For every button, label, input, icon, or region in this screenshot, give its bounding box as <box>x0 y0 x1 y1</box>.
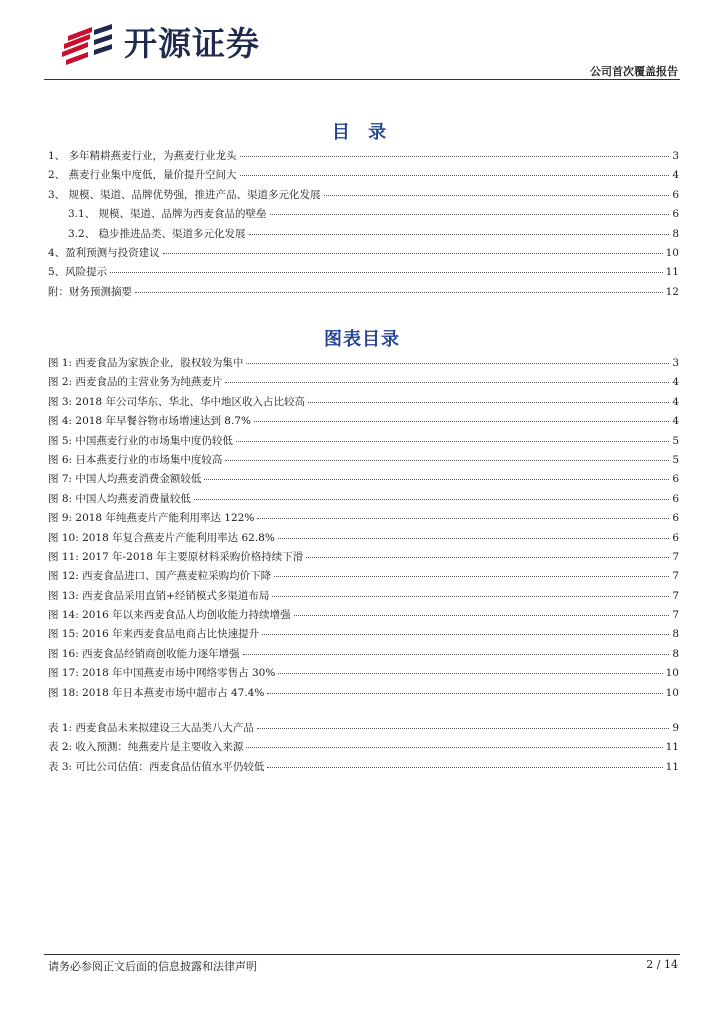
toc-entry[interactable]: 3、 规模、渠道、品牌优势强，推进产品、渠道多元化发展 6 <box>48 188 679 201</box>
figure-entry[interactable]: 图 9: 2018 年纯燕麦片产能利用率达 122% 6 <box>48 512 679 525</box>
toc-entry[interactable]: 1、 多年精耕燕麦行业，为燕麦行业龙头 3 <box>48 150 679 162</box>
toc-title: 目 录 <box>331 122 393 143</box>
toc-list <box>48 148 679 303</box>
company-logo <box>58 22 260 66</box>
figure-entry[interactable]: 图 5: 中国燕麦行业的市场集中度仍较低 5 <box>48 434 679 447</box>
figure-list <box>48 355 679 704</box>
toc-entry[interactable]: 5、风险提示 11 <box>48 266 679 279</box>
toc-entry[interactable]: 3.1、 规模、渠道、品牌为西麦食品的壁垒 6 <box>68 208 679 221</box>
footer-disclaimer: 请务必参阅正文后面的信息披露和法律声明 <box>48 960 257 973</box>
figure-entry[interactable]: 图 3: 2018 年公司华东、华北、华中地区收入占比较高 4 <box>48 395 679 408</box>
toc-entry[interactable]: 4、盈利预测与投资建议 10 <box>48 246 679 259</box>
header-divider <box>44 79 680 80</box>
figure-entry[interactable]: 图 17: 2018 年中国燕麦市场中网络零售占 30% 10 <box>48 667 679 680</box>
figure-entry[interactable]: 图 12: 西麦食品进口、国产燕麦粒采购均价下降 7 <box>48 570 679 583</box>
logo-mark-icon <box>58 22 114 66</box>
figure-entry[interactable]: 图 4: 2018 年早餐谷物市场增速达到 8.7% 4 <box>48 415 679 428</box>
figure-entry[interactable]: 图 11: 2017 年-2018 年主要原材料采购价格持续下滑 7 <box>48 550 679 563</box>
figure-entry[interactable]: 图 8: 中国人均燕麦消费量较低 6 <box>48 492 679 505</box>
footer-divider <box>44 954 680 955</box>
figure-entry[interactable]: 图 18: 2018 年日本燕麦市场中超市占 47.4% 10 <box>48 686 679 699</box>
figure-entry[interactable]: 图 15: 2016 年来西麦食品电商占比快速提升 8 <box>48 628 679 641</box>
figure-entry[interactable]: 图 10: 2018 年复合燕麦片产能利用率达 62.8% 6 <box>48 531 679 544</box>
figure-entry[interactable]: 图 2: 西麦食品的主营业务为纯燕麦片 4 <box>48 376 679 389</box>
table-entry[interactable]: 表 1: 西麦食品未来拟建设三大品类八大产品 9 <box>48 722 679 734</box>
toc-entry[interactable]: 2、 燕麦行业集中度低，量价提升空间大 4 <box>48 169 679 182</box>
figure-entry[interactable]: 图 14: 2016 年以来西麦食品人均创收能力持续增强 7 <box>48 609 679 622</box>
toc-entry[interactable]: 附：财务预测摘要 12 <box>48 285 679 298</box>
table-entry[interactable]: 表 3: 可比公司估值：西麦食品估值水平仍较低 11 <box>48 760 679 773</box>
figure-entry[interactable]: 图 6: 日本燕麦行业的市场集中度较高 5 <box>48 453 679 466</box>
figure-entry[interactable]: 图 7: 中国人均燕麦消费金额较低 6 <box>48 473 679 486</box>
table-list <box>48 720 679 778</box>
report-type-label: 公司首次覆盖报告 <box>590 65 678 78</box>
logo-text: 开源证券 <box>124 24 260 63</box>
figure-entry[interactable]: 图 16: 西麦食品经销商创收能力逐年增强 8 <box>48 647 679 660</box>
figure-entry[interactable]: 图 13: 西麦食品采用直销+经销模式多渠道布局 7 <box>48 589 679 602</box>
page-number: 2 / 14 <box>646 958 678 971</box>
table-entry[interactable]: 表 2: 收入预测：纯燕麦片是主要收入来源 11 <box>48 741 679 754</box>
figure-entry[interactable]: 图 1: 西麦食品为家族企业，股权较为集中 3 <box>48 357 679 369</box>
figures-title: 图表目录 <box>324 329 400 350</box>
toc-entry[interactable]: 3.2、 稳步推进品类、渠道多元化发展 8 <box>68 227 679 240</box>
